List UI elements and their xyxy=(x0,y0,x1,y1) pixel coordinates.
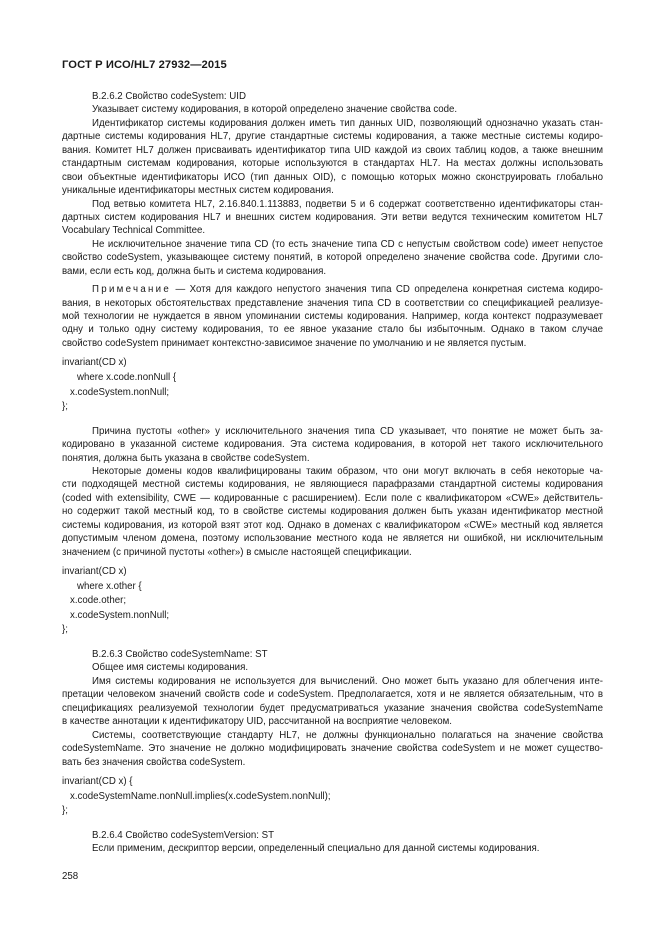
code-line: x.codeSystemName.nonNull.implies(x.codeSystem.nonNull); xyxy=(70,790,331,802)
text-line: в качестве аннотации к идентификатору UID, рассчитанной на восприятие человеком. xyxy=(62,716,452,728)
text-line: вания, в некоторых обстоятельствах представление значения типа CD в соответствии со спецификацией реализуе- xyxy=(62,297,603,309)
text-line: свойство codeSystem, указывающее систему понятий, в которой определено значение свойства code. Другими сло- xyxy=(62,252,603,264)
paragraph xyxy=(62,425,603,465)
paragraph xyxy=(62,675,603,729)
text-line: спецификациях реализуемой технологии будет предусматриваться указание значения свойства codeSystemName xyxy=(62,702,603,714)
text-line: стандартным системам кодирования, которые используются в стандартах HL7. На местах должны использовать xyxy=(62,158,603,170)
code-block xyxy=(62,356,603,414)
text-line: Системы, соответствующие стандарту HL7, не должны функционально полагаться на значение свойства xyxy=(92,729,603,741)
code-block xyxy=(62,565,603,638)
text-line: В.2.6.2 Свойство codeSystem: UID xyxy=(92,91,246,102)
page-body xyxy=(62,90,603,856)
text-line: но содержит такой местный код, то в свойстве системы кодирования должен быть указан идентификатор местной xyxy=(62,506,603,518)
text-line: Vocabulary Technical Committee. xyxy=(62,225,206,237)
text-line xyxy=(62,283,603,296)
text-line: допустимым членом домена, поэтому использование местного кода не является ни ошибкой, ни исключительным xyxy=(62,533,603,545)
code-line: invariant(CD x) xyxy=(62,566,127,578)
text-line: свои объектные идентификаторы ИСО (тип данных OID), с помощью которых можно сконструировать глобально xyxy=(62,171,603,183)
text-line: дартных систем кодирования HL7 и внешних систем кодирования. Эти ветви ведутся техническим комитетом HL7 xyxy=(62,211,603,223)
code-line: invariant(CD x) { xyxy=(62,775,133,787)
text-line: мой технологии не нуждается в явном упоминании системы кодирования. Например, когда контекст подразумевает xyxy=(62,311,603,322)
paragraph xyxy=(62,729,603,769)
note-text: — Хотя для каждого непустого значения типа CD определена конкретная система кодиро- xyxy=(171,284,603,296)
text-line: дартные системы кодирования HL7, другие стандартные системы кодирования, а также местные системы кодиро- xyxy=(62,131,603,143)
code-line: x.code.other; xyxy=(70,595,127,607)
text-line: кодировано в указанной системе кодирования. Эта система кодирования, в которой нет такого исключительного xyxy=(62,439,603,451)
text-line: претации человеком значений свойств code и codeSystem. Предполагается, хотя и не является обязательным, что в xyxy=(62,689,603,701)
paragraph xyxy=(62,198,603,238)
text-line: понятия, должна быть указана в свойстве codeSystem. xyxy=(62,452,310,464)
text-line: свойство codeSystem принимает контекстно-зависимое значение по умолчанию и не является пустым. xyxy=(62,337,527,349)
text-line: В.2.6.3 Свойство codeSystemName: ST xyxy=(92,649,268,661)
section-heading xyxy=(62,90,603,103)
text-line: Под ветвью комитета HL7, 2.16.840.1.113883, подветви 5 и 6 содержат соответственно идентификаторы стан- xyxy=(92,198,603,210)
code-line: x.codeSystem.nonNull; xyxy=(70,609,170,621)
code-line: x.codeSystem.nonNull; xyxy=(70,386,170,398)
section-heading xyxy=(62,829,603,842)
text-line: Если применим, дескриптор версии, определенный специально для данной системы кодирования. xyxy=(92,843,540,855)
code-line: where x.other { xyxy=(77,580,142,592)
text-line: Некоторые домены кодов квалифицированы таким образом, что они могут включать в себя некоторые ча- xyxy=(92,466,603,477)
note-paragraph xyxy=(62,283,603,350)
text-line: вания. Комитет HL7 должен присваивать идентификатор типа UID каждой из своих таблиц кодов, а также внешним xyxy=(62,144,603,156)
paragraph xyxy=(62,117,603,198)
text-line: codeSystemName. Это значение не должно модифицировать значение свойства codeSystem и не может существо- xyxy=(62,743,603,755)
document-header: ГОСТ Р ИСО/HL7 27932—2015 xyxy=(62,59,227,71)
text-line: вать без значения свойства codeSystem. xyxy=(62,756,246,768)
text-line: Общее имя системы кодирования. xyxy=(92,662,249,674)
code-line: }; xyxy=(62,624,68,636)
text-line: Указывает систему кодирования, в которой определено значение свойства code. xyxy=(92,104,458,116)
section-heading xyxy=(62,648,603,661)
text-line: вами, если есть код, должна быть и система кодирования. xyxy=(62,265,327,277)
text-line: В.2.6.4 Свойство codeSystemVersion: ST xyxy=(92,829,274,841)
text-line: Идентификатор системы кодирования должен иметь тип данных UID, позволяющий однозначно указать стан- xyxy=(92,117,603,129)
note-label: Примечание xyxy=(92,284,172,296)
text-line: значением (с причиной пустоты «other») в смысле настоящей спецификации. xyxy=(62,546,412,558)
code-line: invariant(CD x) xyxy=(62,357,127,369)
paragraph xyxy=(62,103,603,116)
text-line: (coded with extensibility, CWE — кодированные с расширением). Если поле с квалификатором «CWE» действитель- xyxy=(62,492,603,504)
text-line: сти подходящей местной системы кодирования, не являющиеся парафразами стандартной системы кодирования xyxy=(62,479,603,491)
text-line: уникальные идентификаторы местных систем кодирования. xyxy=(62,185,334,197)
text-line: одну и только одну систему кодирования, то ее явное указание стало бы избыточным. Однако в таком случае xyxy=(62,324,603,336)
paragraph xyxy=(62,238,603,278)
paragraph xyxy=(62,465,603,559)
code-line: where x.code.nonNull { xyxy=(77,371,177,383)
text-line: Причина пустоты «other» у исключительного значения типа CD указывает, что понятие не может быть за- xyxy=(92,425,603,437)
text-line: системы кодирования, из которой взят этот код. Однако в доменах с квалификатором «CWE» местный код является xyxy=(62,519,603,531)
code-block xyxy=(62,775,603,819)
text-line: Не исключительное значение типа CD (то есть значение типа CD с непустым свойством code) имеет непустое xyxy=(92,238,603,250)
text-line: Имя системы кодирования не используется для вычислений. Оно может быть указано для облегчения инте- xyxy=(92,675,603,687)
paragraph xyxy=(62,842,603,855)
page-number: 258 xyxy=(62,871,79,882)
code-line: }; xyxy=(62,805,68,817)
code-line: }; xyxy=(62,401,68,413)
paragraph xyxy=(62,661,603,674)
